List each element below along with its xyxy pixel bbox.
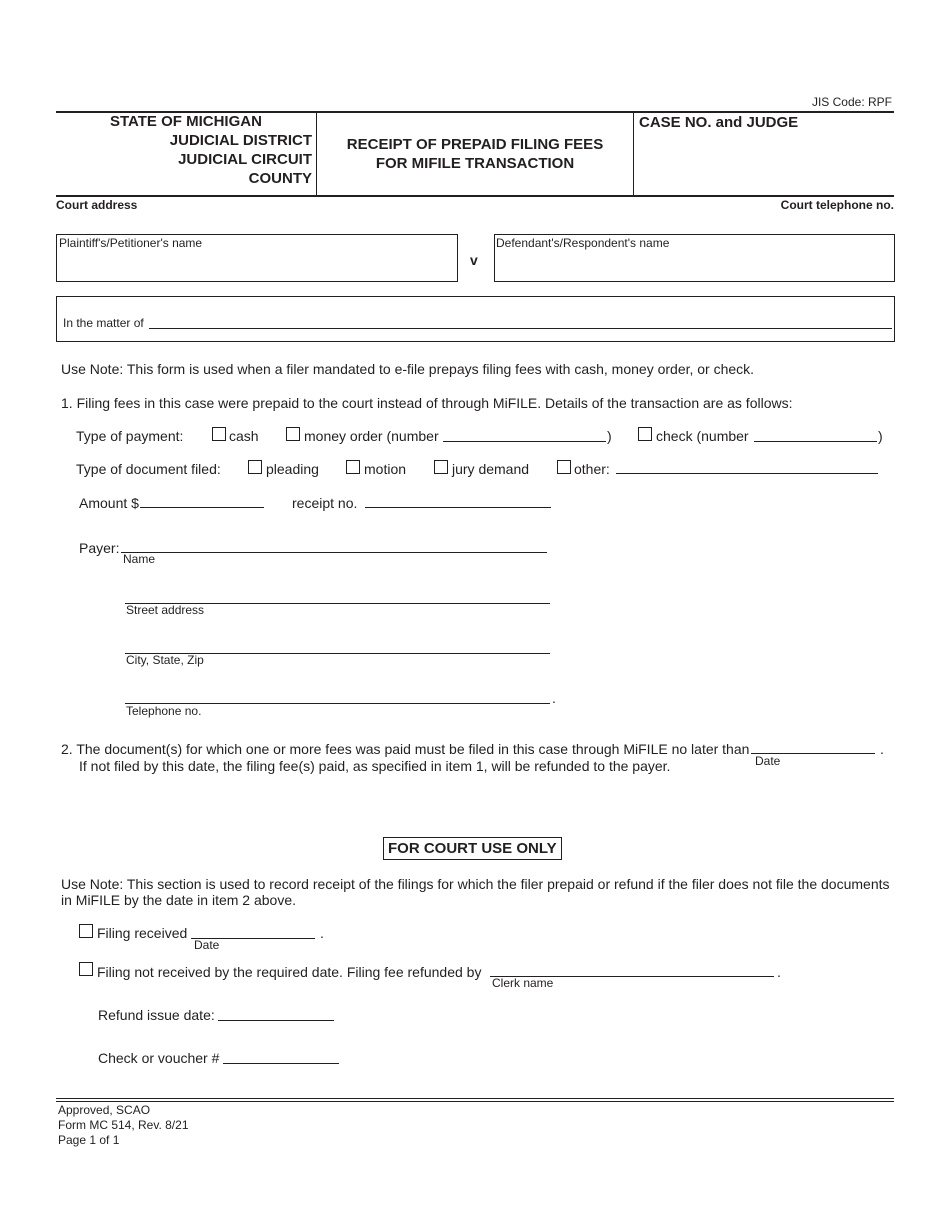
check-number-input[interactable] (754, 441, 877, 442)
check-label: check (number (656, 428, 749, 444)
other-label: other: (574, 461, 610, 477)
matter-label: In the matter of (63, 316, 144, 330)
filing-received-checkbox[interactable] (79, 924, 93, 938)
amount-label: Amount $ (79, 495, 139, 511)
matter-input[interactable] (149, 328, 892, 329)
payer-phone-period: . (552, 690, 556, 706)
check-voucher-input[interactable] (223, 1063, 339, 1064)
filing-received-label: Filing received (97, 925, 188, 941)
other-checkbox[interactable] (557, 460, 571, 474)
payer-name-caption: Name (123, 552, 156, 566)
court-jurisdiction (56, 113, 312, 195)
payment-type-label: Type of payment: (76, 428, 184, 444)
other-input[interactable] (616, 473, 878, 474)
header-bottom-rule (56, 195, 894, 197)
check-close: ) (878, 428, 883, 444)
document-type-label: Type of document filed: (76, 461, 221, 477)
refund-date-input[interactable] (218, 1020, 334, 1021)
circuit-label: JUDICIAL CIRCUIT (178, 151, 312, 168)
item-2-line2: If not filed by this date, the filing fee(s) paid, as specified in item 1, will be refunded to the payer. (79, 758, 671, 774)
receipt-input[interactable] (365, 507, 551, 508)
use-note-1: Use Note: This form is used when a filer mandated to e-file prepays filing fees with cash, money order, or check. (61, 361, 755, 377)
money-order-checkbox[interactable] (286, 427, 300, 441)
jury-demand-checkbox[interactable] (434, 460, 448, 474)
header-divider-right (633, 112, 634, 195)
form-title-line2: FOR MIFILE TRANSACTION (375, 155, 575, 172)
matter-box (56, 296, 895, 342)
amount-input[interactable] (140, 507, 264, 508)
plaintiff-label: Plaintiff's/Petitioner's name (59, 236, 203, 250)
payer-name-input[interactable] (121, 552, 547, 553)
item-2-period: . (880, 741, 884, 757)
payer-street-caption: Street address (126, 603, 205, 617)
plaintiff-field[interactable] (56, 234, 458, 282)
footer-rule-2 (56, 1101, 894, 1102)
pleading-checkbox[interactable] (248, 460, 262, 474)
motion-label: motion (364, 461, 407, 477)
cash-label: cash (229, 428, 259, 444)
defendant-field[interactable] (494, 234, 895, 282)
jury-demand-label: jury demand (452, 461, 530, 477)
money-order-number-input[interactable] (443, 441, 606, 442)
payer-city-caption: City, State, Zip (126, 653, 204, 667)
filing-received-period: . (320, 925, 324, 941)
receipt-label: receipt no. (292, 495, 358, 511)
clerk-name-caption: Clerk name (492, 976, 554, 990)
court-use-banner: FOR COURT USE ONLY (383, 837, 562, 860)
check-voucher-label: Check or voucher # (98, 1050, 220, 1066)
case-no-label: CASE NO. and JUDGE (639, 114, 799, 131)
district-label: JUDICIAL DISTRICT (169, 132, 312, 149)
versus-label: v (470, 252, 478, 268)
use-note-2-line2: in MiFILE by the date in item 2 above. (61, 892, 297, 908)
not-received-checkbox[interactable] (79, 962, 93, 976)
footer-page: Page 1 of 1 (58, 1133, 120, 1147)
item-2-line1: 2. The document(s) for which one or more fees was paid must be filed in this case through MiFILE no later than (61, 741, 750, 757)
item-2-date-caption: Date (755, 754, 781, 768)
county-label: COUNTY (248, 170, 312, 187)
payer-phone-caption: Telephone no. (126, 704, 202, 718)
money-order-label: money order (number (304, 428, 439, 444)
item-1-text: 1. Filing fees in this case were prepaid to the court instead of through MiFILE. Details of the transaction are as follows: (61, 395, 793, 411)
use-note-2-line1: Use Note: This section is used to record receipt of the filings for which the filer prepaid or refund if the filer does not file the documents (61, 876, 890, 892)
footer-form-number: Form MC 514, Rev. 8/21 (58, 1118, 189, 1132)
refund-date-label: Refund issue date: (98, 1007, 215, 1023)
cash-checkbox[interactable] (212, 427, 226, 441)
footer-rule-1 (56, 1098, 894, 1099)
defendant-label: Defendant's/Respondent's name (496, 236, 670, 250)
footer-approved: Approved, SCAO (58, 1103, 151, 1117)
filing-received-date-caption: Date (194, 938, 220, 952)
motion-checkbox[interactable] (346, 460, 360, 474)
form-title-line1: RECEIPT OF PREPAID FILING FEES (346, 136, 604, 153)
form-title (317, 135, 633, 173)
not-received-period: . (777, 964, 781, 980)
pleading-label: pleading (266, 461, 319, 477)
court-address-label: Court address (56, 198, 138, 212)
court-phone-label: Court telephone no. (780, 198, 894, 212)
payer-label: Payer: (79, 540, 120, 556)
jis-code: JIS Code: RPF (811, 95, 892, 109)
not-received-label: Filing not received by the required date. Filing fee refunded by (97, 964, 482, 980)
money-order-close: ) (607, 428, 612, 444)
check-checkbox[interactable] (638, 427, 652, 441)
state-label: STATE OF MICHIGAN (110, 113, 262, 130)
